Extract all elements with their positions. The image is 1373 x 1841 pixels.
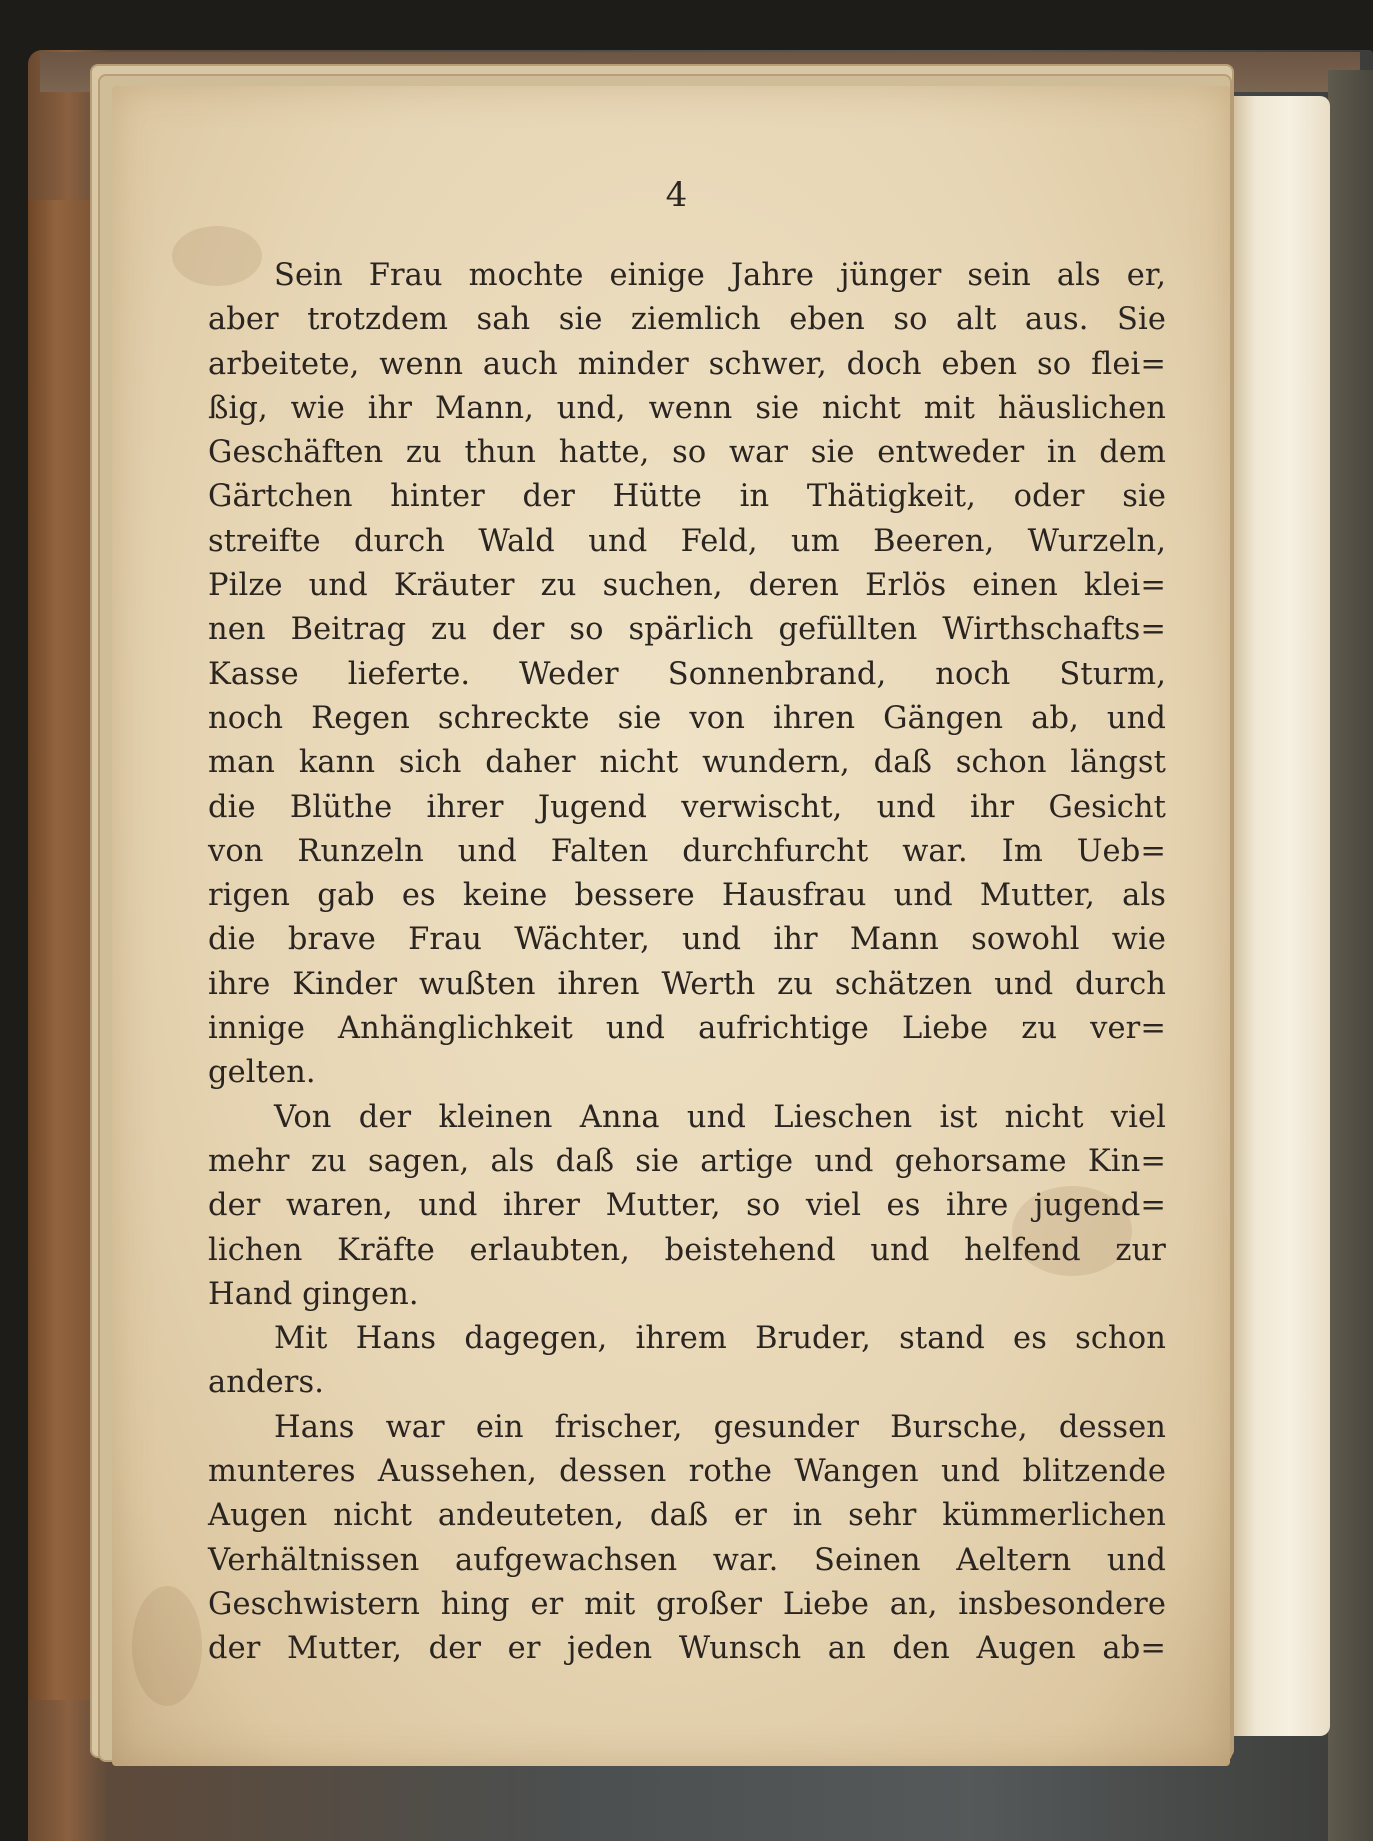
text-line: die brave Frau Wächter, und ihr Mann sowohl wie	[208, 922, 1166, 958]
text-line: der Mutter, der er jeden Wunsch an den Augen ab=	[208, 1631, 1166, 1667]
page-number: 4	[665, 175, 688, 215]
text-line: rigen gab es keine bessere Hausfrau und Mutter, als	[208, 878, 1166, 914]
page-stain	[132, 1586, 202, 1706]
text-line: die Blüthe ihrer Jugend verwischt, und ihr Gesicht	[208, 789, 1166, 825]
text-line: Geschäften zu thun hatte, so war sie entweder in dem	[208, 435, 1166, 471]
text-line: Hand gingen.	[208, 1276, 419, 1312]
text-line: ihre Kinder wußten ihren Werth zu schätzen und durch	[208, 966, 1166, 1002]
text-line: gelten.	[208, 1055, 316, 1091]
text-line: nen Beitrag zu der so spärlich gefüllten Wirthschafts=	[208, 612, 1166, 648]
text-line: ßig, wie ihr Mann, und, wenn sie nicht mit häuslichen	[208, 390, 1166, 426]
text-line: aber trotzdem sah sie ziemlich eben so alt aus. Sie	[208, 302, 1166, 338]
facing-page-edge	[1230, 96, 1330, 1736]
text-line: mehr zu sagen, als daß sie artige und gehorsame Kin=	[208, 1143, 1166, 1179]
right-cover-edge	[1328, 70, 1373, 1841]
text-line: Verhältnissen aufgewachsen war. Seinen Aeltern und	[208, 1542, 1166, 1578]
text-line: munteres Aussehen, dessen rothe Wangen und blitzende	[208, 1454, 1166, 1490]
text-line: Pilze und Kräuter zu suchen, deren Erlös einen klei=	[208, 568, 1166, 604]
text-line: von Runzeln und Falten durchfurcht war. Im Ueb=	[208, 833, 1166, 869]
text-line: arbeitete, wenn auch minder schwer, doch eben so flei=	[208, 346, 1166, 382]
text-line: innige Anhänglichkeit und aufrichtige Liebe zu ver=	[208, 1011, 1166, 1047]
text-line: anders.	[208, 1365, 325, 1401]
body-text	[208, 254, 1166, 1672]
text-line: man kann sich daher nicht wundern, daß schon längst	[208, 745, 1166, 781]
text-line: Augen nicht andeuteten, daß er in sehr kümmerlichen	[208, 1498, 1166, 1534]
text-line: noch Regen schreckte sie von ihren Gängen ab, und	[208, 700, 1166, 736]
text-line: streifte durch Wald und Feld, um Beeren, Wurzeln,	[208, 523, 1166, 559]
text-line: Mit Hans dagegen, ihrem Bruder, stand es schon	[274, 1321, 1166, 1357]
text-line: Hans war ein frischer, gesunder Bursche, dessen	[274, 1409, 1166, 1445]
cover-leather-edge	[28, 200, 98, 1700]
text-line: Gärtchen hinter der Hütte in Thätigkeit, oder sie	[208, 479, 1166, 515]
text-line: Von der kleinen Anna und Lieschen ist nicht viel	[274, 1099, 1166, 1135]
text-line: Kasse lieferte. Weder Sonnenbrand, noch Sturm,	[208, 656, 1166, 692]
text-line: lichen Kräfte erlaubten, beistehend und helfend zur	[208, 1232, 1166, 1268]
text-line: Sein Frau mochte einige Jahre jünger sein als er,	[274, 258, 1166, 293]
text-line: der waren, und ihrer Mutter, so viel es ihre jugend=	[208, 1188, 1166, 1224]
text-line: Geschwistern hing er mit großer Liebe an, insbesondere	[208, 1586, 1166, 1622]
